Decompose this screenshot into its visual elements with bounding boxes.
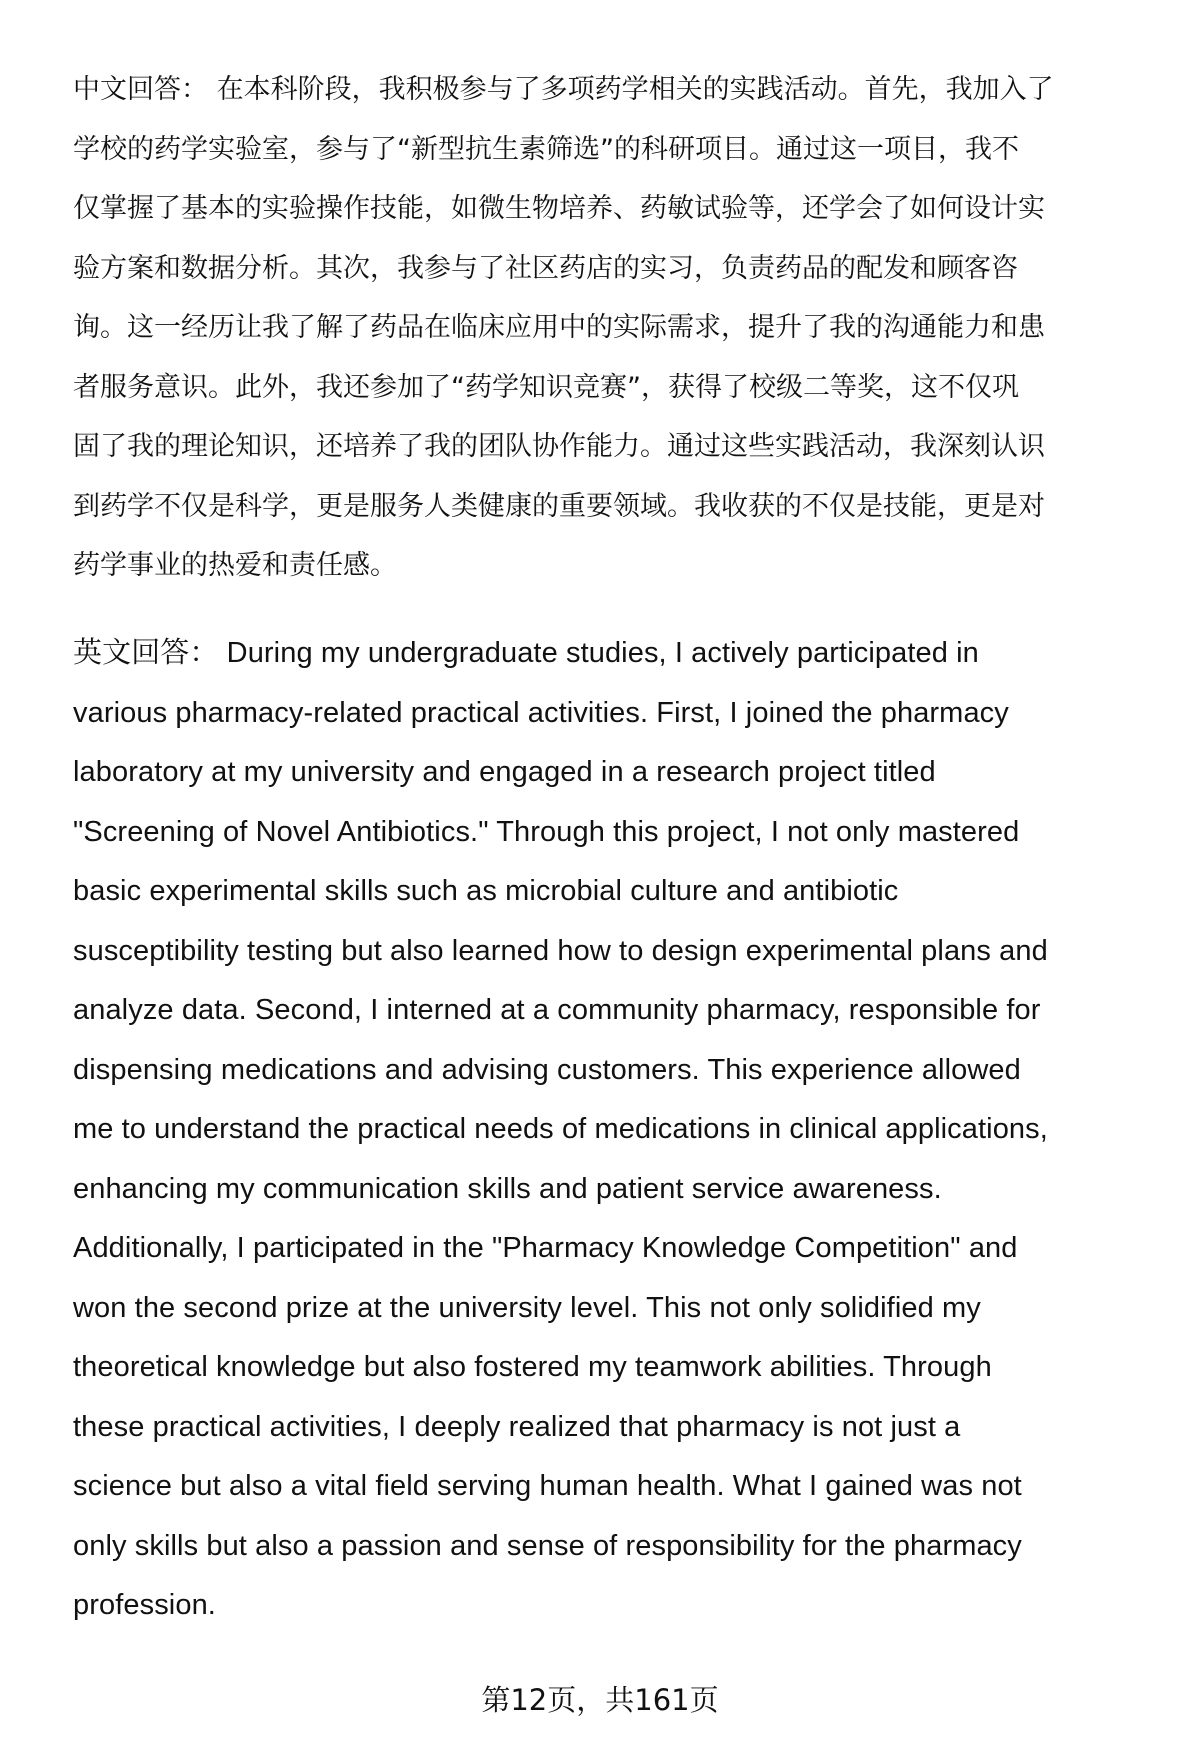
text-line: "Screening of Novel Antibiotics." Through this project, I not only mastered [73,815,1020,848]
text-line: theoretical knowledge but also fostered my teamwork abilities. Through [73,1351,992,1383]
text-line: 英文回答： During my undergraduate studies, I actively participated in [73,637,979,669]
text-line: susceptibility testing but also learned how to design experimental plans and [73,934,1048,967]
text-line: 验方案和数据分析。其次，我参与了社区药店的实习，负责药品的配发和顾客咨 [73,252,1018,284]
text-line: Additionally, I participated in the "Pharmacy Knowledge Competition" and [73,1232,1018,1264]
text-line: 到药学不仅是科学，更是服务人类健康的重要领域。我收获的不仅是技能，更是对 [73,490,1045,522]
text-line: 中文回答： 在本科阶段，我积极参与了多项药学相关的实践活动。首先，我加入了 [73,74,1054,105]
english-answer-paragraph [73,624,1163,1636]
text-line: profession. [73,1589,216,1621]
text-line: 固了我的理论知识，还培养了我的团队协作能力。通过这些实践活动，我深刻认识 [73,431,1045,462]
text-line: dispensing medications and advising customers. This experience allowed [73,1053,1021,1086]
text-line: enhancing my communication skills and patient service awareness. [73,1172,942,1205]
chinese-answer-paragraph [73,60,1163,596]
text-line: analyze data. Second, I interned at a community pharmacy, responsible for [73,994,1041,1026]
text-line: 学校的药学实验室，参与了“新型抗生素筛选”的科研项目。通过这一项目，我不 [73,133,1019,165]
text-line: 药学事业的热爱和责任感。 [73,550,397,581]
text-line: basic experimental skills such as microbial culture and antibiotic [73,875,899,907]
text-line: only skills but also a passion and sense of responsibility for the pharmacy [73,1529,1022,1562]
text-line: science but also a vital field serving human health. What I gained was not [73,1470,1022,1502]
text-line: 仅掌握了基本的实验操作技能，如微生物培养、药敏试验等，还学会了如何设计实 [73,193,1045,224]
text-line: 者服务意识。此外，我还参加了“药学知识竞赛”，获得了校级二等奖，这不仅巩 [73,371,1019,403]
page-indicator: 第12页，共161页 [481,1683,719,1717]
text-line: won the second prize at the university level. This not only solidified my [73,1291,981,1324]
text-line: me to understand the practical needs of medications in clinical applications, [73,1113,1048,1145]
text-line: laboratory at my university and engaged in a research project titled [73,756,936,788]
text-line: these practical activities, I deeply realized that pharmacy is not just a [73,1410,961,1443]
text-line: 询。这一经历让我了解了药品在临床应用中的实际需求，提升了我的沟通能力和患 [73,312,1045,343]
text-line: various pharmacy-related practical activities. First, I joined the pharmacy [73,696,1009,729]
